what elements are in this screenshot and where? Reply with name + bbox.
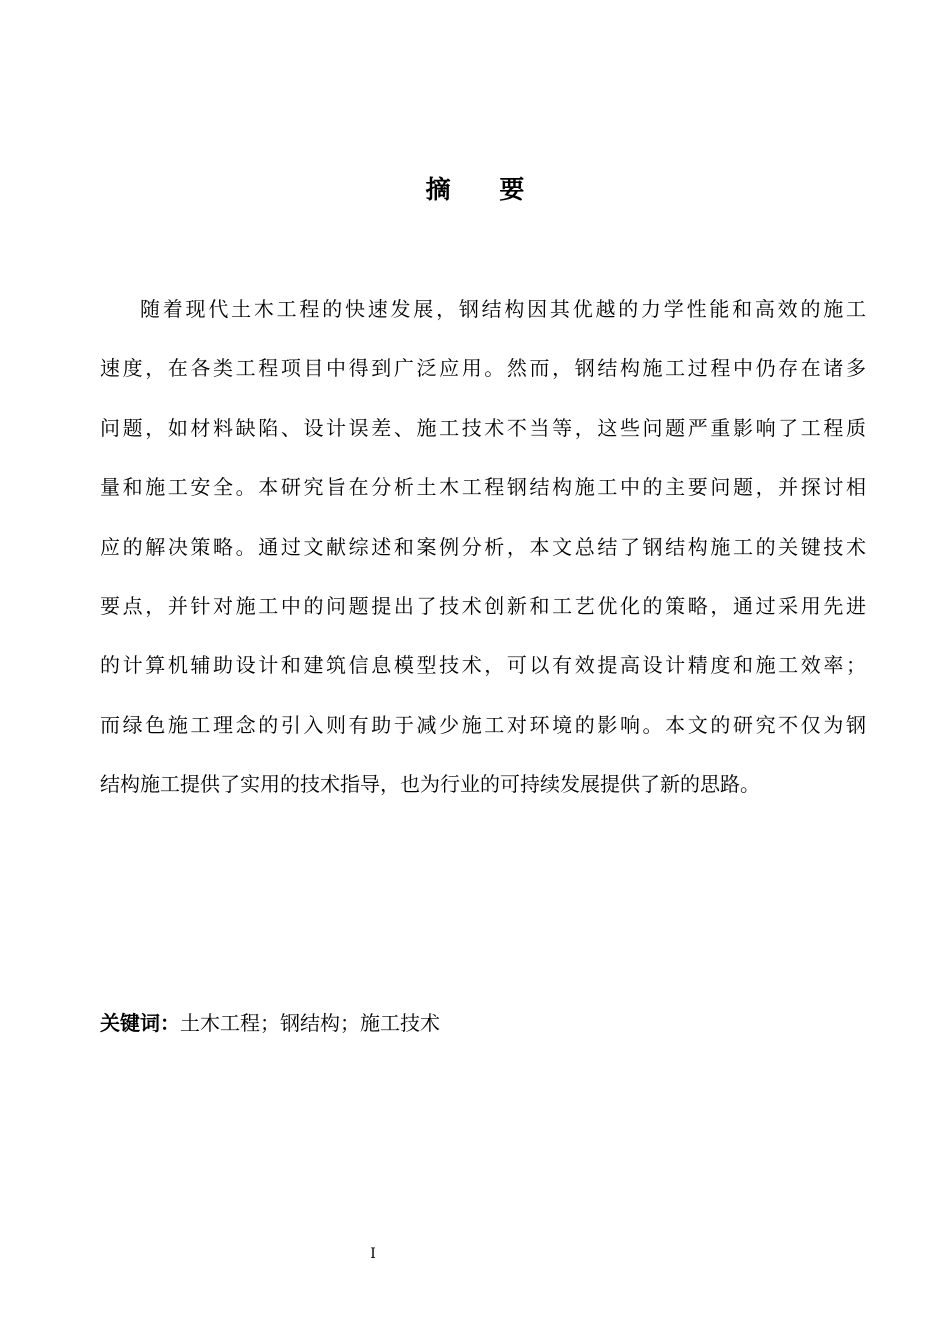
page-title: 摘 要 [425,175,545,204]
abstract-body [100,280,866,815]
page-number: I [370,1246,376,1262]
abstract-line: 问题，如材料缺陷、设计误差、施工技术不当等，这些问题严重影响了工程质 [100,415,866,440]
abstract-line: 应的解决策略。通过文献综述和案例分析，本文总结了钢结构施工的关键技术 [100,534,866,559]
abstract-line: 量和施工安全。本研究旨在分析土木工程钢结构施工中的主要问题，并探讨相 [100,475,866,500]
abstract-line: 速度，在各类工程项目中得到广泛应用。然而，钢结构施工过程中仍存在诸多 [100,356,866,381]
abstract-line: 而绿色施工理念的引入则有助于减少施工对环境的影响。本文的研究不仅为钢 [100,712,866,737]
abstract-line: 的计算机辅助设计和建筑信息模型技术，可以有效提高设计精度和施工效率； [100,653,866,678]
keywords [100,1005,440,1041]
abstract-line: 结构施工提供了实用的技术指导，也为行业的可持续发展提供了新的思路。 [100,772,760,797]
keywords-value: 土木工程；钢结构；施工技术 [180,1011,440,1035]
keywords-label: 关键词： [100,1011,180,1035]
abstract-line: 要点，并针对施工中的问题提出了技术创新和工艺优化的策略，通过采用先进 [100,593,866,618]
abstract-line: 随着现代土木工程的快速发展，钢结构因其优越的力学性能和高效的施工 [140,297,866,321]
